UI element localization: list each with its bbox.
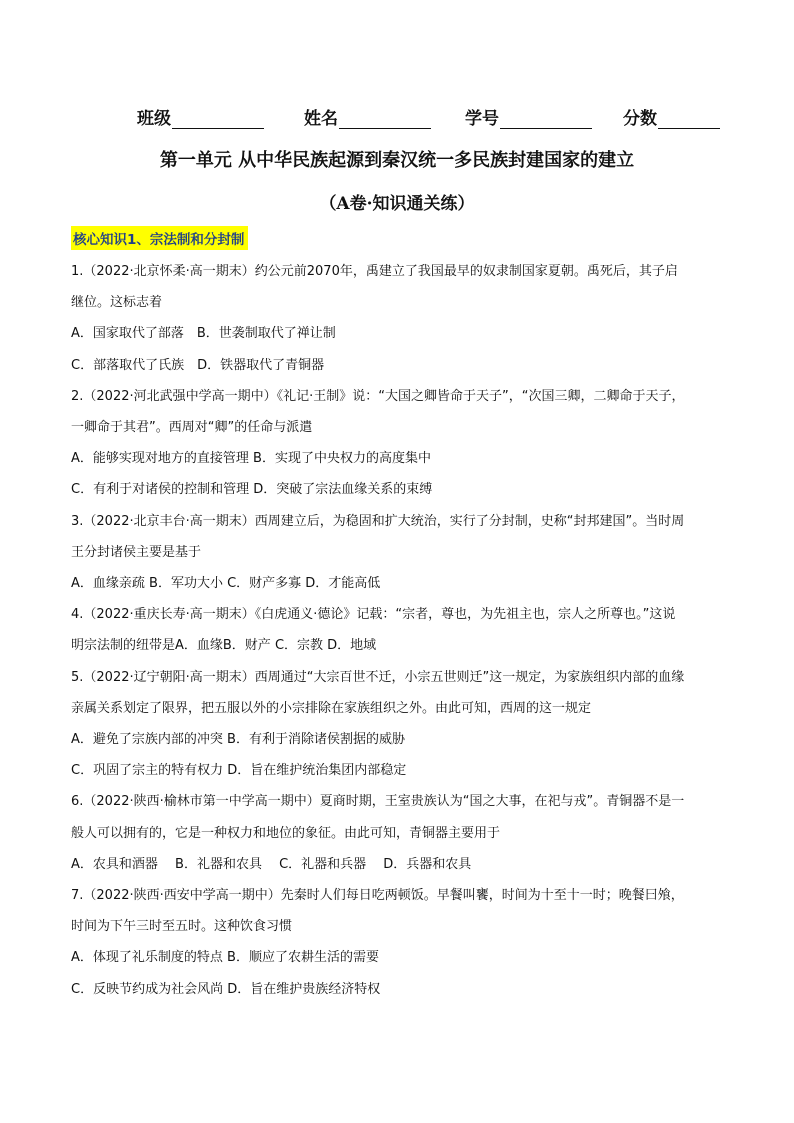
- question-7-options-ab: A．体现了礼乐制度的特点 B．顺应了农耕生活的需要: [71, 950, 379, 966]
- class-label: 班级: [137, 109, 171, 129]
- question-5-stem-line-2: 亲属关系划定了限界，把五服以外的小宗排除在家族组织之外。由此可知，西周的这一规定: [71, 700, 592, 716]
- question-3-options: A．血缘亲疏 B．军功大小 C．财产多寡 D．才能高低: [71, 576, 381, 592]
- question-5-stem-line-1: 5.（2022·辽宁朝阳·高一期末）西周通过“大宗百世不迁，小宗五世则迁”这一规定，为家族组织内部的血缘: [71, 669, 685, 685]
- question-2-stem-line-1: 2.（2022·河北武强中学高一期中）《礼记·王制》说：“大国之卿皆命于天子”，“次国三卿，二卿命于天子，: [71, 388, 685, 404]
- question-1-stem-line-2: 继位。这标志着: [71, 295, 163, 311]
- question-1-options-ab: A．国家取代了部落 B．世袭制取代了禅让制: [71, 326, 336, 342]
- class-field[interactable]: [137, 104, 264, 129]
- name-field[interactable]: [304, 104, 431, 129]
- question-6-options: A．农具和酒器 B．礼器和农具 C．礼器和兵器 D．兵器和农具: [71, 856, 472, 872]
- paper-subtitle: （A卷·知识通关练）: [319, 194, 475, 214]
- section-heading: 核心知识1、宗法制和分封制: [71, 226, 248, 250]
- score-blank[interactable]: [658, 110, 720, 129]
- question-2-options-cd: C．有利于对诸侯的控制和管理 D．突破了宗法血缘关系的束缚: [71, 482, 433, 498]
- question-2-stem-line-2: 一卿命于其君”。西周对“卿”的任命与派遣: [71, 420, 313, 436]
- question-3-stem-line-2: 王分封诸侯主要是基于: [71, 544, 202, 560]
- student-id-field[interactable]: [465, 104, 592, 129]
- question-3-stem-line-1: 3.（2022·北京丰台·高一期末）西周建立后，为稳固和扩大统治，实行了分封制，史称“封邦建国”。当时周: [71, 513, 685, 529]
- question-list: [71, 256, 725, 1005]
- student-id-blank[interactable]: [500, 110, 592, 129]
- question-4-stem-line-2: 明宗法制的纽带是A．血缘B．财产 C．宗教 D．地域: [71, 638, 377, 654]
- question-5-options-ab: A．避免了宗族内部的冲突 B．有利于消除诸侯割据的威胁: [71, 732, 405, 748]
- question-1-options-cd: C．部落取代了氏族 D．铁器取代了青铜器: [71, 357, 325, 373]
- question-6-stem-line-2: 般人可以拥有的，它是一种权力和地位的象征。由此可知，青铜器主要用于: [71, 825, 501, 841]
- question-5-options-cd: C．巩固了宗主的特有权力 D．旨在维护统治集团内部稳定: [71, 763, 407, 779]
- score-field[interactable]: [623, 104, 720, 129]
- question-6-stem-line-1: 6.（2022·陕西·榆林市第一中学高一期中）夏商时期，王室贵族认为“国之大事，在祀与戎”。青铜器不是一: [71, 794, 685, 810]
- question-7-stem-line-2: 时间为下午三时至五时。这种饮食习惯: [71, 919, 293, 935]
- name-label: 姓名: [304, 109, 338, 129]
- name-blank[interactable]: [339, 110, 431, 129]
- question-7-options-cd: C．反映节约成为社会风尚 D．旨在维护贵族经济特权: [71, 981, 381, 997]
- question-4-stem-line-1: 4.（2022·重庆长寿·高一期末）《白虎通义·德论》记载：“宗者，尊也，为先祖主也，宗人之所尊也。”这说: [71, 607, 676, 623]
- question-7-stem-line-1: 7.（2022·陕西·西安中学高一期中）先秦时人们每日吃两顿饭。早餐叫饔，时间为十至十一时；晚餐曰飧，: [71, 888, 684, 904]
- unit-title: 第一单元 从中华民族起源到秦汉统一多民族封建国家的建立: [159, 150, 635, 171]
- score-label: 分数: [623, 109, 657, 129]
- student-id-label: 学号: [465, 109, 499, 129]
- question-1-stem-line-1: 1.（2022·北京怀柔·高一期末）约公元前2070年，禹建立了我国最早的奴隶制国家夏朝。禹死后，其子启: [71, 264, 678, 279]
- question-2-options-ab: A．能够实现对地方的直接管理 B．实现了中央权力的高度集中: [71, 451, 431, 467]
- class-blank[interactable]: [172, 110, 264, 129]
